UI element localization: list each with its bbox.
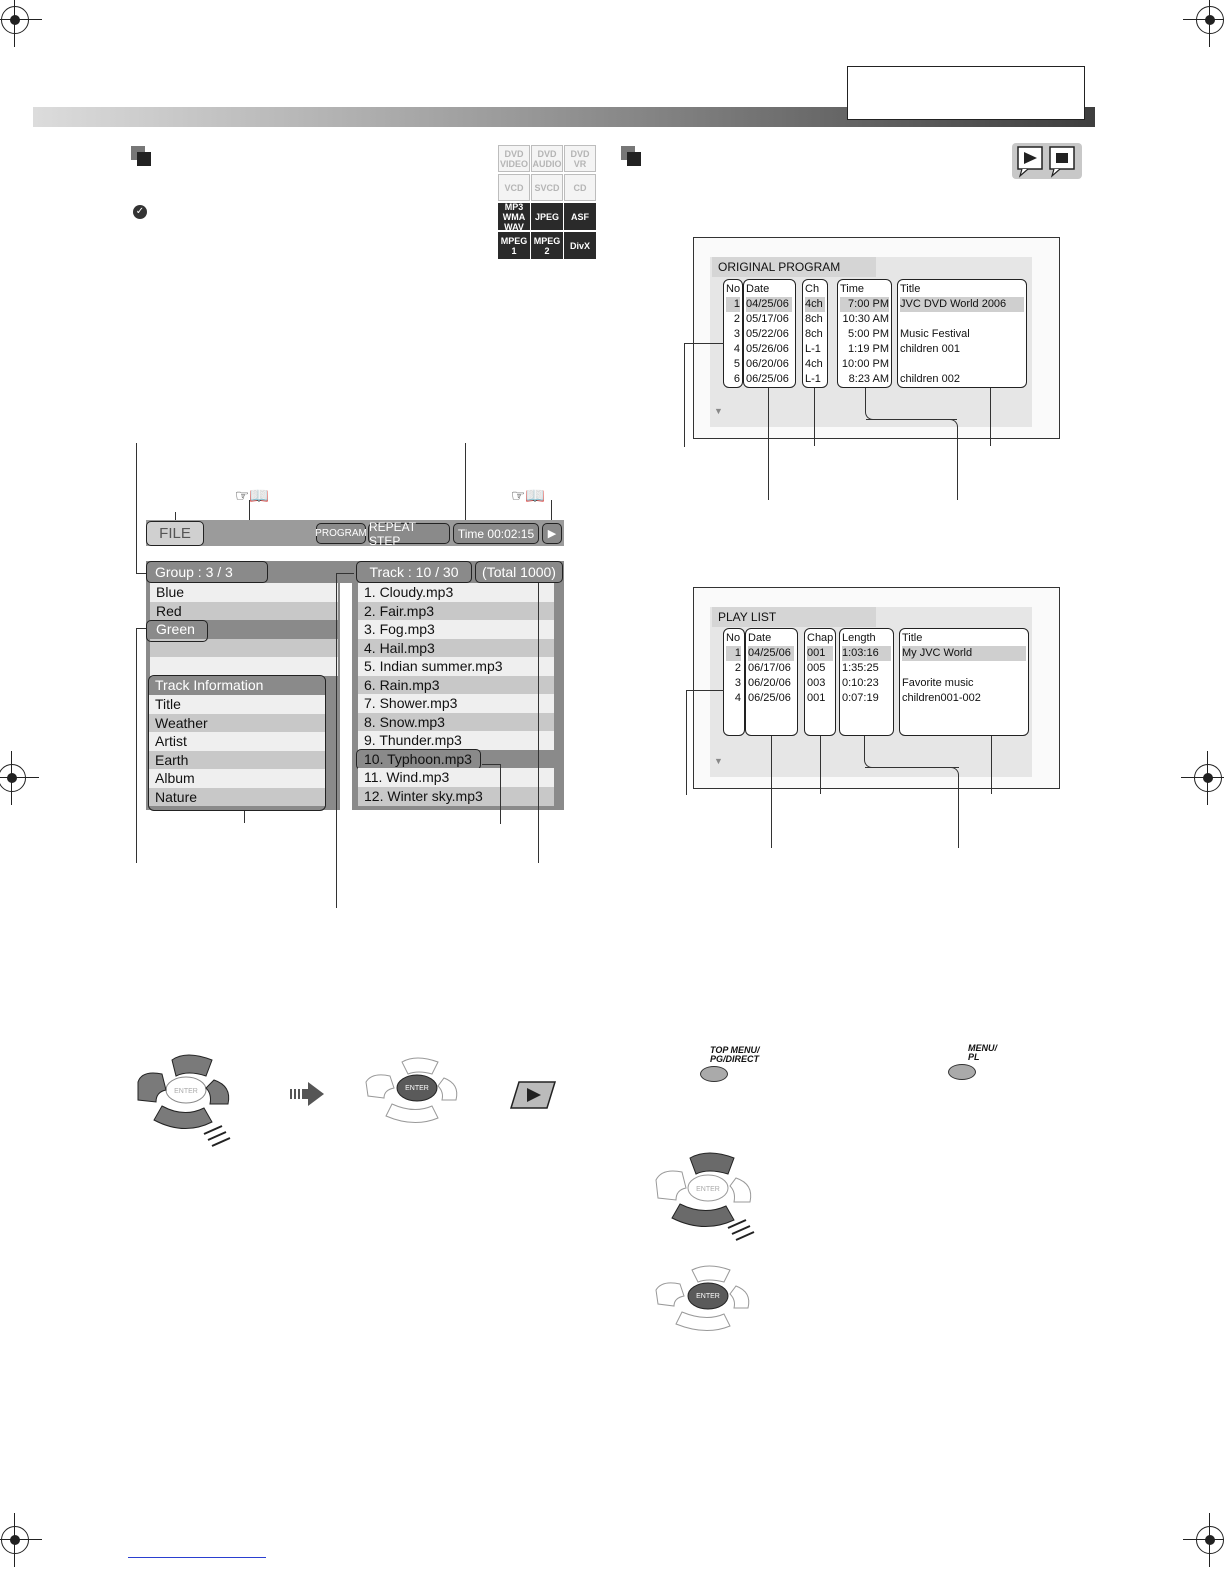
svg-text:ENTER: ENTER xyxy=(174,1088,198,1095)
table-cell: 0:10:23 xyxy=(842,677,879,689)
table-cell: L-1 xyxy=(805,343,821,355)
format-badge: MPEG 2 xyxy=(531,232,563,259)
table-cell: 1 xyxy=(726,646,741,661)
track-list-item[interactable]: 4. Hail.mp3 xyxy=(358,639,554,658)
menu-button[interactable] xyxy=(948,1064,976,1080)
group-list-item[interactable]: Red xyxy=(150,602,338,621)
table-cell: 05/17/06 xyxy=(746,313,789,325)
format-badge: VCD xyxy=(498,174,530,201)
scroll-down-icon: ▼ xyxy=(714,406,723,416)
track-list-item[interactable]: 8. Snow.mp3 xyxy=(358,713,554,732)
format-badge: DVD VIDEO xyxy=(498,145,530,172)
table-cell: 05/26/06 xyxy=(746,343,789,355)
table-cell: 5 xyxy=(733,358,740,370)
column-header: Chap xyxy=(807,632,834,644)
reference-book-icon: ☞📖 xyxy=(511,488,546,505)
table-cell: 04/25/06 xyxy=(746,297,792,312)
group-list-item[interactable] xyxy=(150,657,338,676)
table-cell: 06/20/06 xyxy=(746,358,789,370)
table-cell: 7:00 PM xyxy=(840,297,889,312)
track-info-row: Earth xyxy=(149,751,325,770)
svg-text:ENTER: ENTER xyxy=(696,1186,720,1193)
play-stop-status-icon xyxy=(1012,143,1082,179)
arrow-right-icon xyxy=(290,1082,326,1106)
column-header: Title xyxy=(900,283,921,295)
track-list-item[interactable]: 11. Wind.mp3 xyxy=(358,768,554,787)
track-list-item[interactable]: 1. Cloudy.mp3 xyxy=(358,583,554,602)
top-menu-button[interactable] xyxy=(700,1066,728,1082)
column-header: No xyxy=(726,632,741,644)
table-cell: 2 xyxy=(734,662,741,674)
table-cell: 001 xyxy=(807,692,826,704)
registration-mark xyxy=(1196,6,1224,34)
column-header: No xyxy=(726,283,741,295)
table-cell xyxy=(902,661,1026,676)
table-cell xyxy=(900,357,1024,372)
reference-book-icon: ☞📖 xyxy=(235,488,270,505)
format-badge: DivX xyxy=(564,232,596,259)
table-cell: children001-002 xyxy=(902,692,981,704)
file-label: FILE xyxy=(146,521,204,546)
section-marker-icon xyxy=(621,146,635,160)
table-cell: 05/22/06 xyxy=(746,328,789,340)
table-cell: 1:19 PM xyxy=(848,343,889,355)
table-cell: My JVC World xyxy=(902,646,1026,661)
track-info-row: Weather xyxy=(149,714,325,733)
chapter-box xyxy=(847,66,1085,120)
registration-mark xyxy=(1196,1526,1224,1554)
table-cell: Favorite music xyxy=(902,677,974,689)
svg-text:ENTER: ENTER xyxy=(405,1085,429,1092)
format-badge: DVD AUDIO xyxy=(531,145,563,172)
table-cell: 1:35:25 xyxy=(842,662,879,674)
track-list-item[interactable]: 5. Indian summer.mp3 xyxy=(358,657,554,676)
format-badge: SVCD xyxy=(531,174,563,201)
table-cell: 3 xyxy=(734,677,741,689)
menu-label: MENU/ PL xyxy=(968,1043,997,1062)
table-cell: 2 xyxy=(733,313,740,325)
table-cell: 1:03:16 xyxy=(842,646,891,661)
track-info-row: Artist xyxy=(149,732,325,751)
table-cell: Music Festival xyxy=(900,328,970,340)
time-display: Time 00:02:15 xyxy=(453,523,539,544)
table-cell: 10:00 PM xyxy=(841,358,889,370)
table-cell: 3 xyxy=(733,328,740,340)
table-cell: L-1 xyxy=(805,373,821,385)
format-badge: JPEG xyxy=(531,203,563,230)
enter-button-icon xyxy=(362,1054,472,1124)
footer-link xyxy=(128,1557,266,1558)
format-badge: MPEG 1 xyxy=(498,232,530,259)
play-button-icon xyxy=(509,1080,557,1110)
format-badge: MP3 WMA WAV xyxy=(498,203,530,230)
column-header: Date xyxy=(746,283,770,295)
program-indicator: PROGRAM xyxy=(316,523,366,544)
track-list-item[interactable]: 9. Thunder.mp3 xyxy=(358,731,554,750)
group-list-item[interactable]: Blue xyxy=(150,583,338,602)
play-list-tab: PLAY LIST xyxy=(712,607,876,627)
table-cell: 1 xyxy=(726,297,740,312)
enter-button-icon xyxy=(652,1262,764,1332)
table-cell: 6 xyxy=(733,373,740,385)
selected-track-outline xyxy=(356,749,481,770)
format-badge: DVD VR xyxy=(564,145,596,172)
track-list-item[interactable]: 12. Winter sky.mp3 xyxy=(358,787,554,806)
column-header: Time xyxy=(840,283,865,295)
table-cell: 0:07:19 xyxy=(842,692,879,704)
section-marker-icon xyxy=(131,146,145,160)
track-info-row: Nature xyxy=(149,788,325,807)
track-list-item[interactable]: 10. Typhoon.mp3 xyxy=(358,750,554,769)
table-cell: children 002 xyxy=(900,373,960,385)
table-cell: 06/20/06 xyxy=(748,677,791,689)
table-cell xyxy=(900,312,1024,327)
play-status-icon: ▶ xyxy=(542,523,562,544)
table-cell: 005 xyxy=(807,662,826,674)
total-counter: (Total 1000) xyxy=(475,561,563,583)
check-icon: ✓ xyxy=(133,205,147,219)
table-cell: 4 xyxy=(733,343,740,355)
format-badge: ASF xyxy=(564,203,596,230)
original-program-tab: ORIGINAL PROGRAM xyxy=(712,257,876,277)
registration-mark xyxy=(1194,764,1222,792)
track-list-item[interactable]: 7. Shower.mp3 xyxy=(358,694,554,713)
table-cell: 10:30 AM xyxy=(842,313,889,325)
up-down-keys-icon xyxy=(650,1150,766,1244)
repeat-step-indicator: REPEAT STEP xyxy=(368,523,450,544)
track-info-row: Title xyxy=(149,695,325,714)
table-cell: 4ch xyxy=(805,297,825,312)
scroll-down-icon: ▼ xyxy=(714,756,723,766)
column-header: Title xyxy=(902,632,923,644)
column-header: Date xyxy=(748,632,772,644)
cursor-keys-icon xyxy=(132,1052,246,1148)
table-cell: JVC DVD World 2006 xyxy=(900,297,1024,312)
table-cell: 003 xyxy=(807,677,826,689)
group-list-item[interactable]: Green xyxy=(150,620,338,639)
table-cell: 5:00 PM xyxy=(848,328,889,340)
table-cell: 8ch xyxy=(805,328,823,340)
track-info-heading: Track Information xyxy=(149,676,325,695)
registration-mark xyxy=(1,1526,29,1554)
registration-mark xyxy=(0,764,26,792)
table-cell: 4 xyxy=(734,692,741,704)
column-header: Length xyxy=(842,632,876,644)
registration-mark xyxy=(1,6,29,34)
table-cell: 4ch xyxy=(805,358,823,370)
column-header: Ch xyxy=(805,283,820,295)
selected-group-outline xyxy=(146,620,208,642)
table-cell: 8ch xyxy=(805,313,823,325)
format-badge: CD xyxy=(564,174,596,201)
svg-text:ENTER: ENTER xyxy=(696,1293,720,1300)
table-cell: 8:23 AM xyxy=(848,373,889,385)
table-cell: 06/25/06 xyxy=(748,692,791,704)
track-info-row: Album xyxy=(149,769,325,788)
table-cell: 06/25/06 xyxy=(746,373,789,385)
top-menu-label: TOP MENU/ PG/DIRECT xyxy=(710,1045,760,1064)
table-cell: 001 xyxy=(807,646,833,661)
table-cell: 06/17/06 xyxy=(748,662,791,674)
table-cell: 04/25/06 xyxy=(748,646,794,661)
table-cell: children 001 xyxy=(900,343,960,355)
format-grid xyxy=(498,145,598,263)
track-list-item[interactable]: 2. Fair.mp3 xyxy=(358,602,554,621)
track-list-item[interactable]: 6. Rain.mp3 xyxy=(358,676,554,695)
track-information-box xyxy=(148,675,326,811)
group-counter: Group : 3 / 3 xyxy=(146,561,268,583)
track-counter: Track : 10 / 30 xyxy=(356,561,472,583)
track-list-item[interactable]: 3. Fog.mp3 xyxy=(358,620,554,639)
